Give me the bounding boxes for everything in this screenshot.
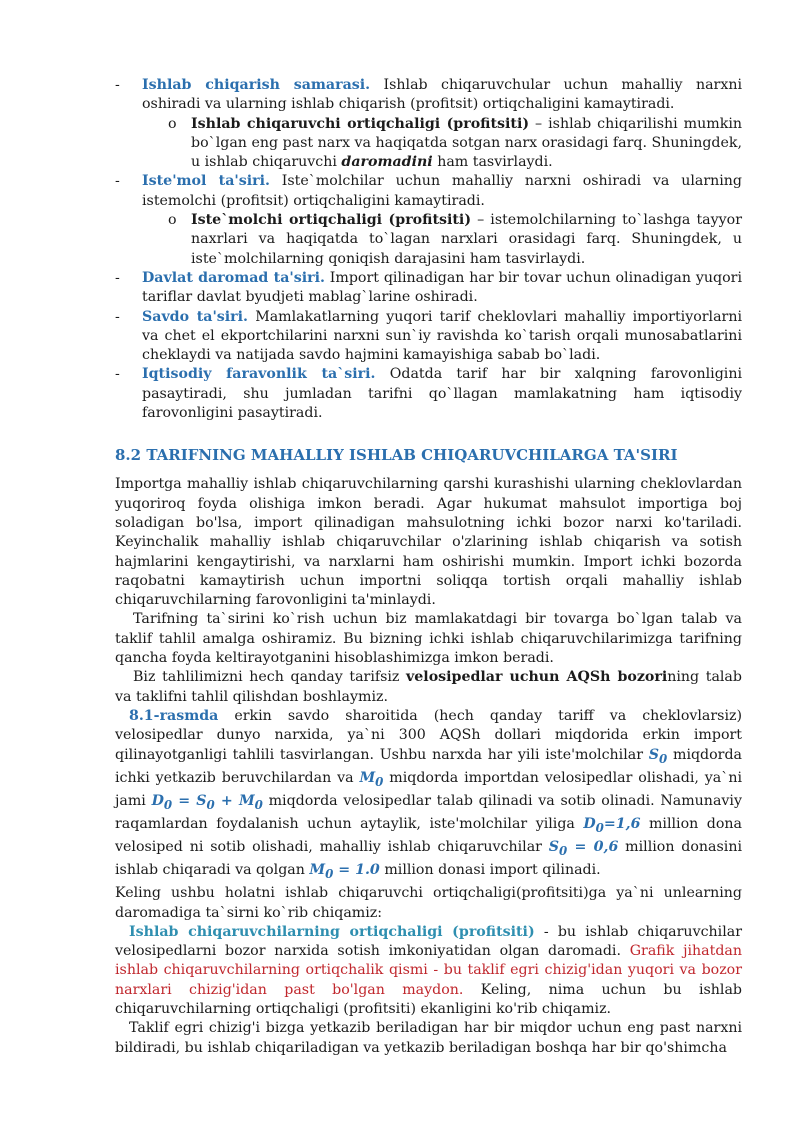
variable-s0: $S_0$ — [648, 746, 668, 766]
circle-bullet: o — [168, 115, 177, 132]
list-item-title: Iste'mol ta'siri. — [142, 173, 270, 190]
dash-bullet: - — [115, 173, 120, 190]
variable-d0-value: $D_0=1,6$ — [583, 815, 641, 835]
list-item — [115, 308, 742, 366]
variable-m0: $M_0$ — [238, 792, 263, 812]
effects-list — [115, 269, 742, 423]
list-item — [115, 172, 742, 211]
dash-bullet: - — [115, 77, 120, 93]
paragraph: Taklif egri chizig'i bizga yetkazib beriladigan har bir miqdor uchun eng past narxni bildiradi, bu ishlab chiqariladigan va yetkazib beriladigan boshqa har bir qo'shimcha — [115, 1020, 742, 1056]
paragraph-text: million dona velosiped ni sotib olishadi, mahalliy ishlab chiqaruvchilar — [115, 815, 742, 855]
list-item-text: Iste`molchilar uchun mahalliy narxni oshiradi va ularning istemolchi (profitsit) ortiqchaligini kamaytiradi. — [142, 173, 742, 209]
figure-reference: 8.1-rasmda — [129, 707, 219, 724]
sub-list-item — [165, 211, 742, 269]
variable-m0-value: $M_0 = 1.0$ — [309, 862, 380, 881]
list-item-text: Ishlab chiqaruvchular uchun mahalliy narxni oshiradi va ularning ishlab chiqarish (profitsit) ortiqchaligini kamaytiradi. — [142, 77, 743, 113]
list-item-title: Iqtisodiy faravonlik ta`siri. — [142, 366, 376, 383]
variable-s0-value: $S_0 = 0,6$ — [548, 839, 619, 858]
term-highlight: Ishlab chiqaruvchilarning ortiqchaligi (profitsiti) — [129, 923, 535, 940]
paragraph: Tarifning ta`sirini ko`rish uchun biz mamlakatdagi bir tovarga bo`lgan talab va taklif tahlil amalga oshiramiz. Bu bizning ichki ishlab chiqaruvchilarimizga tarifning qancha foyda keltirayotganini hisoblashimizga imkon beradi. — [115, 611, 742, 667]
list-item — [115, 365, 742, 423]
variable-m0: $M_0$ — [359, 769, 384, 789]
effects-list — [115, 76, 742, 115]
paragraph-text: million donasi import qilinadi. — [379, 862, 601, 879]
equation-part: = — [172, 792, 197, 809]
list-item-text: Odatda tarif har bir xalqning farovonligini pasaytiradi, shu jumladan tarifni qo`llagan mamlakatning ham iqtisodiy farovonligini pasaytiradi. — [142, 366, 742, 422]
paragraph-text: miqdorda velosipedlar talab qilinadi va sotib olinadi. Namunaviy raqamlardan foydalanish uchun aytaylik, iste'molchilar yiliga — [115, 792, 742, 832]
sub-list — [115, 115, 742, 173]
dash-bullet: - — [115, 308, 120, 325]
sub-item-text: – ishlab chiqarilishi mumkin bo`lgan eng past narx va haqiqatda sotgan narx orasidagi farq. Shuningdek, u ishlab chiqaruvchi — [191, 115, 742, 171]
paragraph-text: Biz tahlilimizni hech qanday tarifsiz — [133, 669, 407, 686]
list-item — [115, 269, 742, 308]
dash-bullet: - — [115, 269, 120, 286]
paragraph — [115, 923, 742, 1019]
list-item-title: Savdo ta'siri. — [142, 308, 248, 325]
effects-list — [115, 172, 742, 211]
paragraph — [115, 668, 742, 707]
sub-list-item — [165, 115, 742, 173]
variable-d0: $D_0$ — [151, 792, 173, 812]
paragraph-text: Keling, nima uchun bu ishlab chiqaruvchilarning ortiqchaligi (profitsiti) ekanligini ko'rib chiqamiz. — [115, 981, 742, 1018]
paragraph-text: miqdorda importdan velosipedlar olishadi, ya`ni jami — [115, 769, 742, 809]
paragraph: Importga mahalliy ishlab chiqaruvchilarning qarshi kurashishi ularning cheklovlardan yuqoriroq foyda olishiga imkon beradi. Agar hukumat mahsulot importiga boj soladigan bo'lsa, import qilinadigan mahsulotning ichki bozor narxi ko'tariladi. Keyinchalik mahalliy ishlab chiqaruvchilar o'zlarining ishlab chiqarish va sotish hajmlarini kengaytirishi, va narxlarni ham oshirishi mumkin. Import ichki bozorda raqobatni kamaytirish uchun importni soliqqa tortish orqali mahalliy ishlab chiqaruvchilarning farovonligini ta'minlaydi. — [115, 476, 742, 609]
sub-item-text-end: ham tasvirlaydi. — [432, 154, 553, 171]
paragraph-text: miqdorda ichki yetkazib beruvchilardan va — [115, 746, 743, 786]
sub-item-term: Iste`molchi ortiqchaligi (profitsiti) — [191, 212, 472, 229]
sub-list — [115, 211, 742, 269]
dash-bullet: - — [115, 366, 120, 383]
paragraph: Keling ushbu holatni ishlab chiqaruvchi ortiqchaligi(profitsiti)ga ya`ni unlearning daromadiga ta`sirni ko`rib chiqamiz: — [115, 885, 742, 921]
sub-item-term: Ishlab chiqaruvchi ortiqchaligi (profitsiti) — [191, 115, 530, 132]
bold-phrase: velosipedlar uchun AQSh bozori — [406, 669, 668, 686]
paragraph-text: erkin savdo sharoitida (hech qanday tariff va cheklovlarsiz) velosipedlar dunyo narxida, ya`ni 300 AQSh dollari miqdorida erkin import qilinayotganligi tahlili tasvirlangan. Ushbu narxda har yili iste'molchilar — [115, 707, 742, 763]
red-highlight: Grafik jihatdan ishlab chiqaruvchilarning ortiqchalik qismi - bu taklif egri chizig'idan yuqori va bozor narxlari chizig'idan past bo'lgan maydon. — [115, 943, 743, 998]
paragraph-text: ning talab va taklifni tahlil qilishdan boshlaymiz. — [115, 669, 742, 705]
sub-item-emphasis: daromadini — [341, 154, 433, 171]
paragraph-text: million donasini ishlab chiqaradi va qolgan — [115, 839, 743, 879]
paragraph-text: - bu ishlab chiqaruvchilar velosipedlarni bozor narxida sotish imkoniyatidan olgan daromadi. — [115, 923, 742, 960]
list-item-text: Import qilinadigan har bir tovar uchun olinadigan yuqori tariflar davlat byudjeti mablag`larine oshiradi. — [142, 269, 742, 306]
list-item-text: Mamlakatlarning yuqori tarif cheklovlari mahalliy importiyorlarni va chet el ekportchilarini narxni sun`iy ravishda ko`tarish orqali munosabatlarini cheklaydi va natijada savdo hajmini kamayishiga sabab bo`ladi. — [142, 308, 742, 364]
list-item — [115, 76, 742, 115]
list-item-title: Davlat daromad ta'siri. — [142, 269, 325, 286]
equation-part: + — [214, 792, 239, 809]
circle-bullet: o — [168, 212, 177, 229]
section-heading: 8.2 TARIFNING MAHALLIY ISHLAB CHIQARUVCHILARGA TA'SIRI — [115, 446, 678, 465]
paragraph — [115, 707, 742, 884]
variable-s0: $S_0$ — [196, 792, 215, 812]
list-item-title: Ishlab chiqarish samarasi. — [142, 77, 371, 93]
sub-item-text: – istemolchilarning to`lashga tayyor naxrlari va haqiqatda to`lagan narxlari orasidagi farq. Shuningdek, u iste`molchilarning qoniqish darajasini ham tasvirlaydi. — [191, 212, 742, 267]
